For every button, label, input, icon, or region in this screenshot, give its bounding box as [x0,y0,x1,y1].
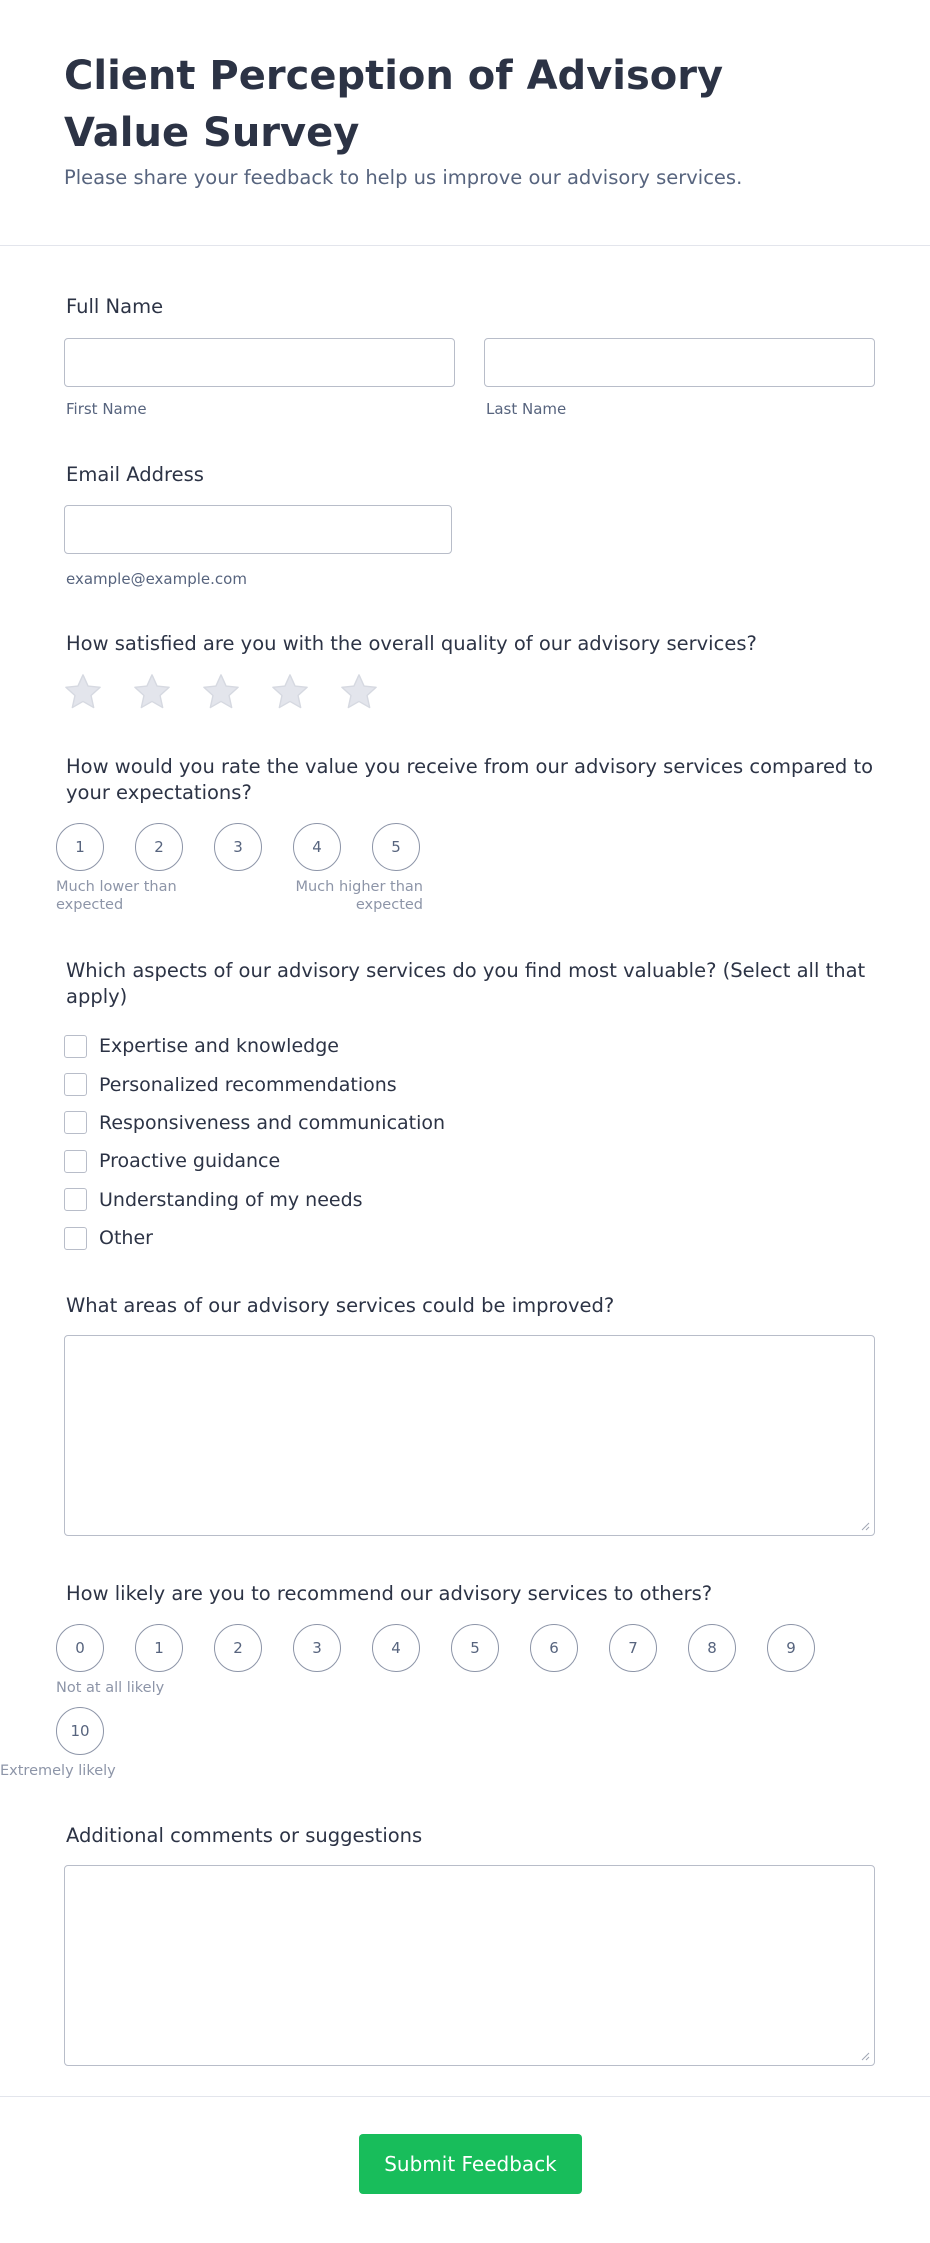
last-name-input[interactable] [484,338,875,387]
value-option-3[interactable]: 3 [214,823,262,871]
star-icon[interactable] [338,671,380,713]
footer-divider [0,2096,930,2097]
full-name-label: Full Name [66,295,164,318]
aspect-checkbox[interactable] [64,1227,87,1250]
submit-button[interactable]: Submit Feedback [359,2134,582,2194]
recommend-option-7[interactable]: 7 [609,1624,657,1672]
recommend-scale [56,1624,856,1755]
aspect-checkbox[interactable] [64,1111,87,1134]
comments-textarea[interactable] [64,1865,875,2066]
aspect-option[interactable] [64,1219,445,1257]
resize-handle-icon[interactable] [861,1522,870,1531]
star-icon[interactable] [131,671,173,713]
aspect-checkbox[interactable] [64,1150,87,1173]
comments-label: Additional comments or suggestions [66,1824,423,1847]
value-option-1[interactable]: 1 [56,823,104,871]
recommend-option-1[interactable]: 1 [135,1624,183,1672]
page-subtitle: Please share your feedback to help us improve our advisory services. [64,166,743,189]
aspect-option-label: Other [99,1227,153,1250]
header-divider [0,245,930,246]
value-high-label: Much higher than expected [295,879,423,913]
recommend-option-9[interactable]: 9 [767,1624,815,1672]
last-name-hint: Last Name [486,400,567,418]
aspects-checkbox-list [64,1027,445,1257]
aspect-option[interactable] [64,1181,445,1219]
aspect-option-label: Responsiveness and communication [99,1111,446,1134]
recommend-option-5[interactable]: 5 [451,1624,499,1672]
aspect-option-label: Understanding of my needs [99,1188,363,1211]
value-rating-question: How would you rate the value you receive from our advisory services compared to your expectations? [66,755,874,804]
value-rating-scale [56,823,420,871]
aspect-option[interactable] [64,1027,445,1065]
value-option-5[interactable]: 5 [372,823,420,871]
aspect-option-label: Expertise and knowledge [99,1035,339,1058]
recommend-option-8[interactable]: 8 [688,1624,736,1672]
first-name-hint: First Name [66,400,147,418]
aspect-option-label: Personalized recommendations [99,1073,397,1096]
satisfaction-question: How satisfied are you with the overall quality of our advisory services? [66,632,757,655]
value-option-4[interactable]: 4 [293,823,341,871]
recommend-option-4[interactable]: 4 [372,1624,420,1672]
recommend-high-label: Extremely likely [0,1763,116,1779]
recommend-low-label: Not at all likely [56,1680,165,1696]
aspect-option[interactable] [64,1142,445,1180]
email-input[interactable] [64,505,452,554]
first-name-input[interactable] [64,338,455,387]
value-low-label: Much lower than expected [56,879,177,913]
recommend-option-6[interactable]: 6 [530,1624,578,1672]
value-option-2[interactable]: 2 [135,823,183,871]
aspect-checkbox[interactable] [64,1035,87,1058]
star-icon[interactable] [62,671,104,713]
recommend-option-10[interactable]: 10 [56,1707,104,1755]
email-hint: example@example.com [66,570,247,588]
page-title: Client Perception of Advisory Value Survey [64,53,724,156]
aspect-checkbox[interactable] [64,1073,87,1096]
recommend-question: How likely are you to recommend our advisory services to others? [66,1582,713,1605]
aspect-option[interactable] [64,1065,445,1103]
aspect-option-label: Proactive guidance [99,1150,281,1173]
recommend-option-2[interactable]: 2 [214,1624,262,1672]
star-icon[interactable] [269,671,311,713]
aspects-question: Which aspects of our advisory services do you find most valuable? (Select all that apply) [66,959,866,1008]
recommend-option-0[interactable]: 0 [56,1624,104,1672]
email-label: Email Address [66,463,204,486]
aspect-option[interactable] [64,1104,445,1142]
improve-question: What areas of our advisory services could be improved? [66,1294,615,1317]
aspect-checkbox[interactable] [64,1188,87,1211]
star-rating [62,671,380,713]
recommend-option-3[interactable]: 3 [293,1624,341,1672]
improve-textarea[interactable] [64,1335,875,1536]
star-icon[interactable] [200,671,242,713]
resize-handle-icon[interactable] [861,2052,870,2061]
